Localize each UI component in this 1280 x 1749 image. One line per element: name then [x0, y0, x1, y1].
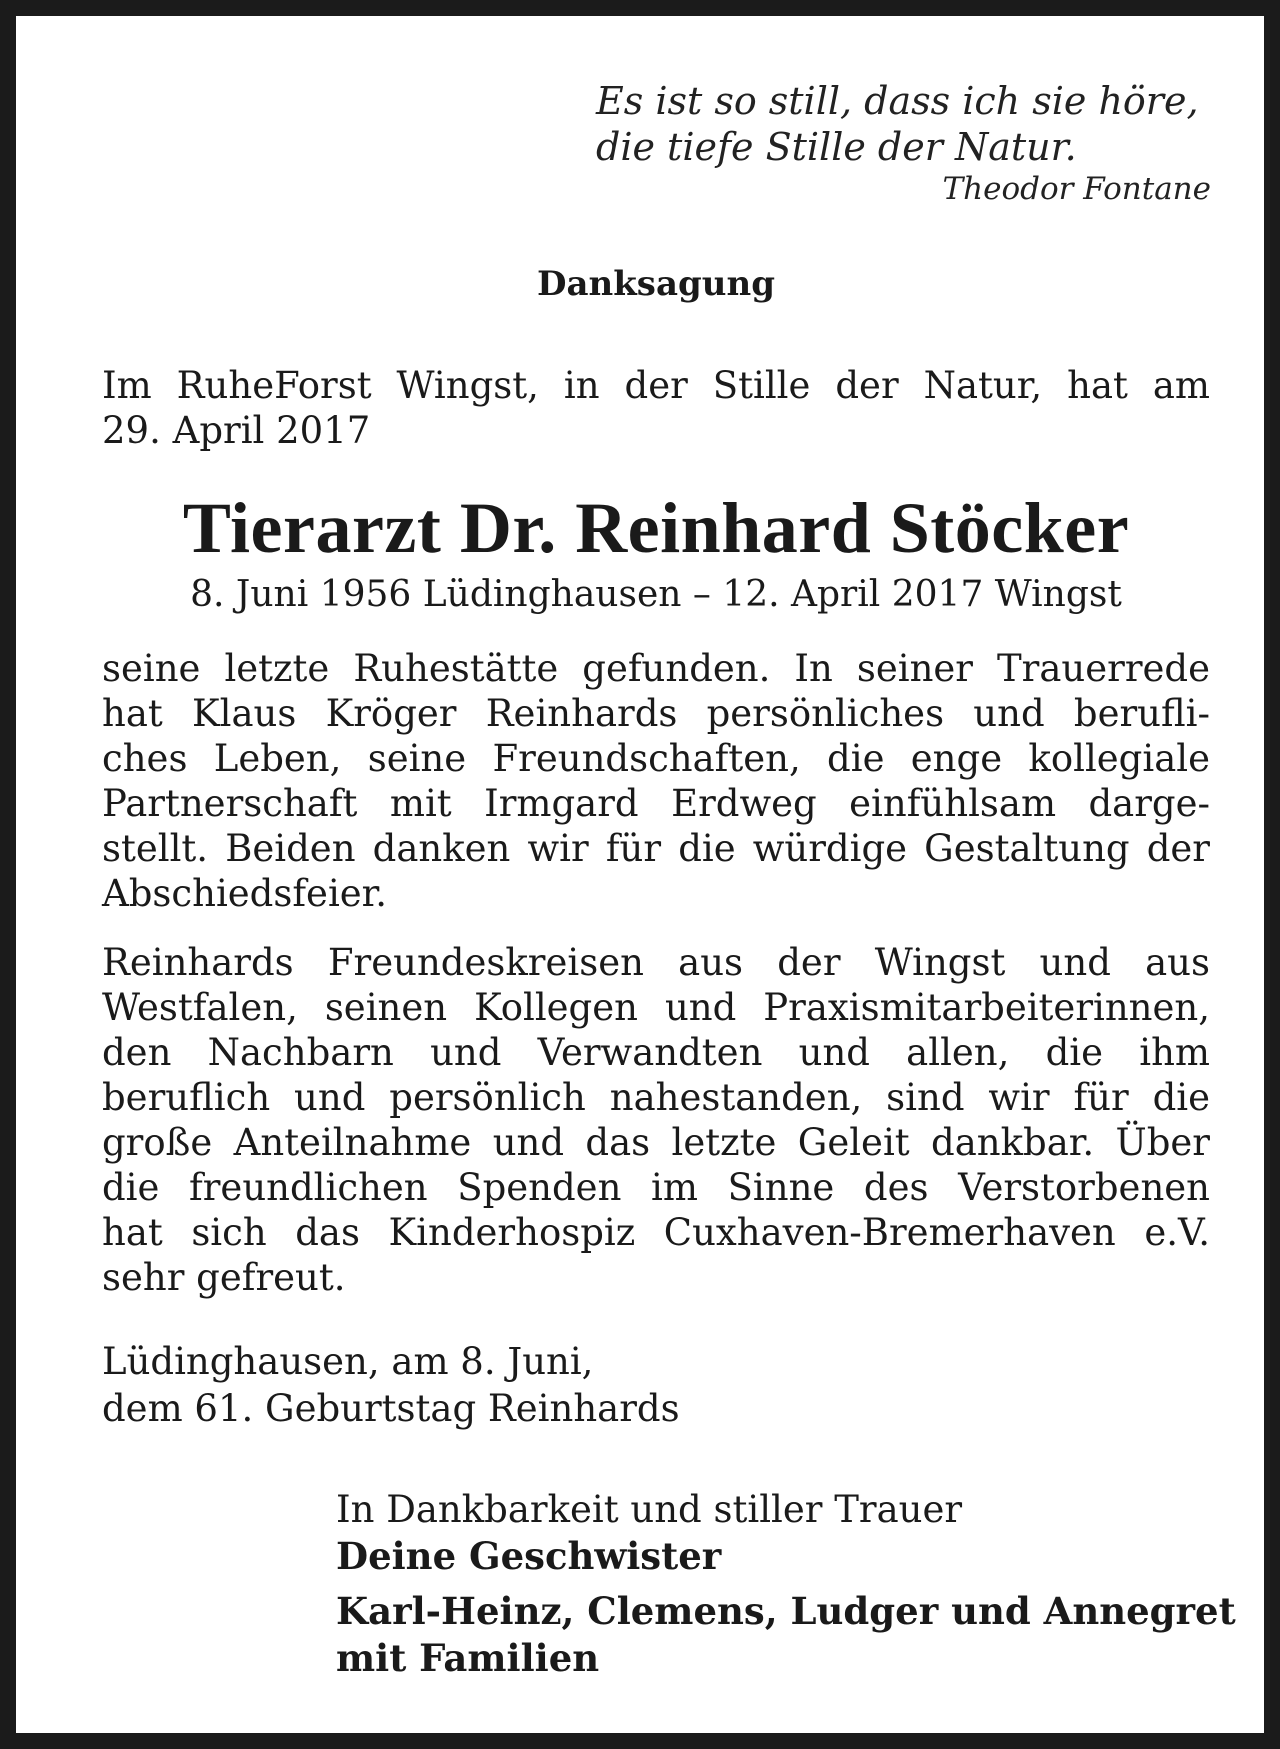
text-line: beruflich und persönlich nahestanden, sind wir für die	[102, 1076, 1210, 1119]
body-paragraph-2	[102, 940, 1210, 1300]
life-dates: 8. Juni 1956 Lüdinghausen – 12. April 2017 Wingst	[190, 574, 1122, 615]
text-line: den Nachbarn und Verwandten und allen, die ihm	[102, 1031, 1210, 1074]
text-line: hat sich das Kinderhospiz Cuxhaven-Bremerhaven e.V.	[102, 1211, 1210, 1254]
place-and-date	[102, 1338, 680, 1432]
text-line: große Anteilnahme und das letzte Geleit dankbar. Über	[102, 1121, 1210, 1164]
deceased-name: Tierarzt Dr. Reinhard Stöcker	[182, 488, 1130, 568]
text-line: Westfalen, seinen Kollegen und Praxismitarbeiterinnen,	[102, 986, 1210, 1029]
body-paragraph-1	[102, 646, 1210, 916]
text-line: seine letzte Ruhestätte gefunden. In seiner Trauerrede	[102, 647, 1210, 690]
text-line: sehr gefreut.	[102, 1256, 346, 1299]
text-line: die freundlichen Spenden im Sinne des Verstorbenen	[102, 1166, 1210, 1209]
place-line: dem 61. Geburtstag Reinhards	[102, 1387, 680, 1430]
intro-text	[102, 363, 1210, 453]
quote-author: Theodor Fontane	[942, 171, 1211, 207]
closing-signature	[336, 1486, 1236, 1682]
text-line: ches Leben, seine Freundschaften, die enge kollegiale	[102, 737, 1210, 780]
text-line: hat Klaus Kröger Reinhards persönliches und berufli-	[102, 692, 1210, 735]
text-line: Reinhards Freundeskreisen aus der Wingst und aus	[102, 941, 1210, 984]
text-line: stellt. Beiden danken wir für die würdige Gestaltung der	[102, 827, 1210, 870]
text-line: Abschiedsfeier.	[102, 872, 388, 915]
signers-families: mit Familien	[336, 1636, 600, 1680]
closing-line: In Dankbarkeit und stiller Trauer	[336, 1488, 963, 1531]
notice-heading: Danksagung	[537, 264, 775, 304]
signers-names: Karl-Heinz, Clemens, Ludger und Annegret	[336, 1589, 1236, 1633]
text-line: Partnerschaft mit Irmgard Erdweg einfühlsam darge-	[102, 782, 1210, 825]
quote-line: die tiefe Stille der Natur.	[596, 125, 1077, 169]
signers-siblings: Deine Geschwister	[336, 1534, 722, 1578]
place-line: Lüdinghausen, am 8. Juni,	[102, 1340, 594, 1383]
intro-line: Im RuheForst Wingst, in der Stille der Natur, hat am	[102, 364, 1210, 407]
intro-line: 29. April 2017	[102, 409, 371, 452]
epigraph-quote	[576, 78, 1211, 210]
quote-line: Es ist so still, dass ich sie höre,	[596, 79, 1199, 123]
